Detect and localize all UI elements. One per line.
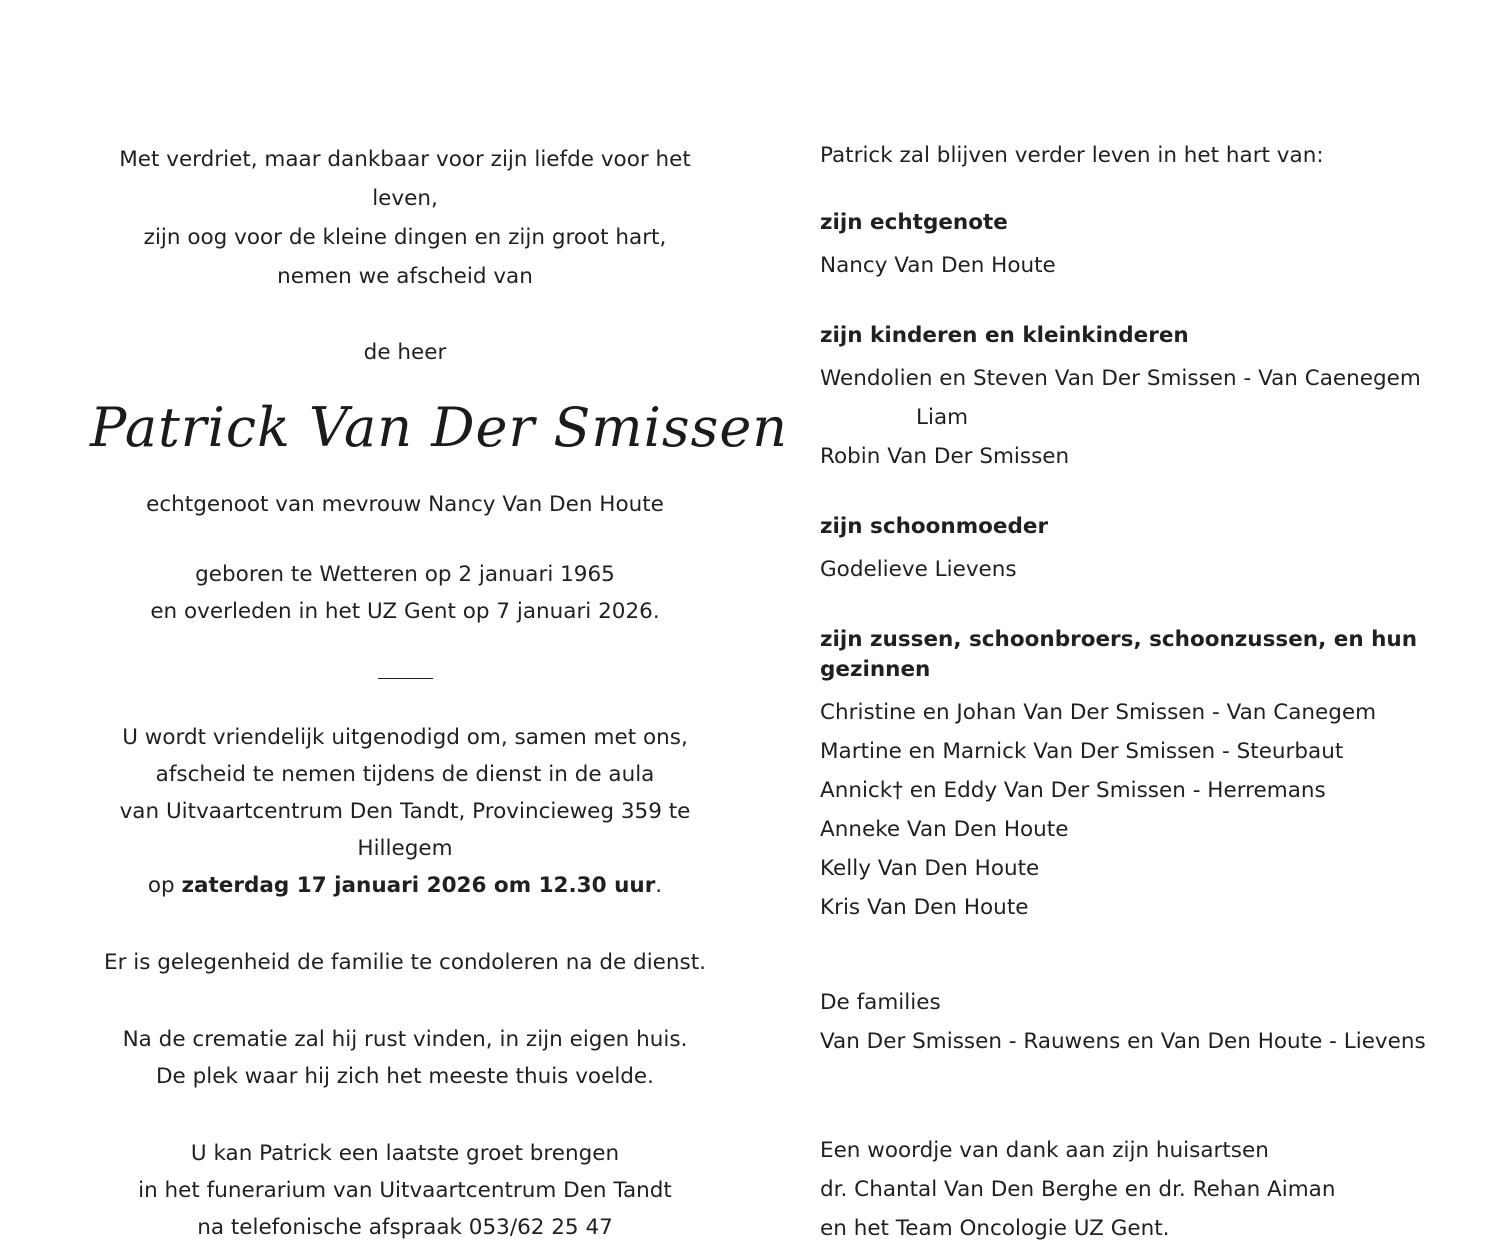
visit-line-3: na telefonische afspraak 053/62 25 47 [197,1215,613,1240]
cremation-line-2: De plek waar hij zich het meeste thuis voelde. [156,1064,654,1089]
survivors-sections [820,208,1429,927]
service-datetime: zaterdag 17 januari 2026 om 12.30 uur [181,873,656,898]
section-entries [820,550,1429,589]
deceased-name: Patrick Van Der Smissen [90,396,789,459]
service-invitation [90,719,720,904]
survivors-section [820,321,1429,476]
survivor-entry: Liam [916,405,969,430]
families-label: De families [820,990,941,1015]
survivors-intro: Patrick zal blijven verder leven in het hart van: [820,143,1324,168]
invite-line-4 [90,867,720,904]
invite-line-1: U wordt vriendelijk uitgenodigd om, samen met ons, [122,725,688,750]
opening-statement [90,140,720,296]
thanks-line-3: en het Team Oncologie UZ Gent. [820,1216,1170,1241]
survivor-entry: Anneke Van Den Houte [820,817,1069,842]
honorific: de heer [363,340,447,365]
invite-suffix: . [655,873,663,898]
life-dates [90,556,720,630]
condolence-note: Er is gelegenheid de familie te condoleren na de dienst. [104,950,706,975]
section-heading: zijn echtgenote [820,210,1008,235]
survivors-section [820,208,1429,285]
survivor-entry: Godelieve Lievens [820,557,1017,582]
birth-line: geboren te Wetteren op 2 januari 1965 [195,562,615,587]
opening-line-1: Met verdriet, maar dankbaar voor zijn liefde voor het leven, [119,147,691,211]
thanks-block [820,1131,1429,1248]
section-heading: zijn schoonmoeder [820,514,1049,539]
survivors-section [820,625,1429,927]
survivor-entry: Martine en Marnick Van Der Smissen - Steurbaut [820,739,1344,764]
thanks-line-2: dr. Chantal Van Den Berghe en dr. Rehan Aiman [820,1177,1336,1202]
opening-line-2: zijn oog voor de kleine dingen en zijn groot hart, [143,225,667,250]
right-column [820,140,1429,1248]
survivor-entry: Kris Van Den Houte [820,895,1029,920]
survivors-section [820,512,1429,589]
families-names: Van Der Smissen - Rauwens en Van Den Houte - Lievens [820,1029,1426,1054]
section-divider [378,678,433,679]
section-heading: zijn zussen, schoonbroers, schoonzussen, en hun gezinnen [820,627,1418,682]
survivor-entry: Robin Van Der Smissen [820,444,1070,469]
opening-line-3: nemen we afscheid van [277,264,533,289]
section-heading: zijn kinderen en kleinkinderen [820,323,1189,348]
thanks-line-1: Een woordje van dank aan zijn huisartsen [820,1138,1269,1163]
left-column [80,140,789,1248]
invite-prefix: op [147,873,182,898]
section-entries [820,246,1429,285]
cremation-line-1: Na de crematie zal hij rust vinden, in zijn eigen huis. [122,1027,688,1052]
death-line: en overleden in het UZ Gent op 7 januari 2026. [150,599,660,624]
visit-line-2: in het funerarium van Uitvaartcentrum Den Tandt [138,1178,672,1203]
survivor-entry: Annick† en Eddy Van Der Smissen - Herremans [820,778,1326,803]
section-entries [820,693,1429,927]
visitation-note [90,1135,720,1246]
section-entries [820,359,1429,476]
survivor-entry: Wendolien en Steven Van Der Smissen - Van Caenegem [820,366,1421,391]
cremation-note [90,1021,720,1095]
visit-line-1: U kan Patrick een laatste groet brengen [190,1141,620,1166]
invite-line-2: afscheid te nemen tijdens de dienst in de aula [155,762,655,787]
survivor-entry: Nancy Van Den Houte [820,253,1056,278]
families-block [820,983,1429,1061]
survivor-entry: Kelly Van Den Houte [820,856,1040,881]
invite-line-3: van Uitvaartcentrum Den Tandt, Provincieweg 359 te Hillegem [119,799,691,861]
spouse-line: echtgenoot van mevrouw Nancy Van Den Houte [146,492,664,517]
survivor-entry: Christine en Johan Van Der Smissen - Van Canegem [820,700,1377,725]
